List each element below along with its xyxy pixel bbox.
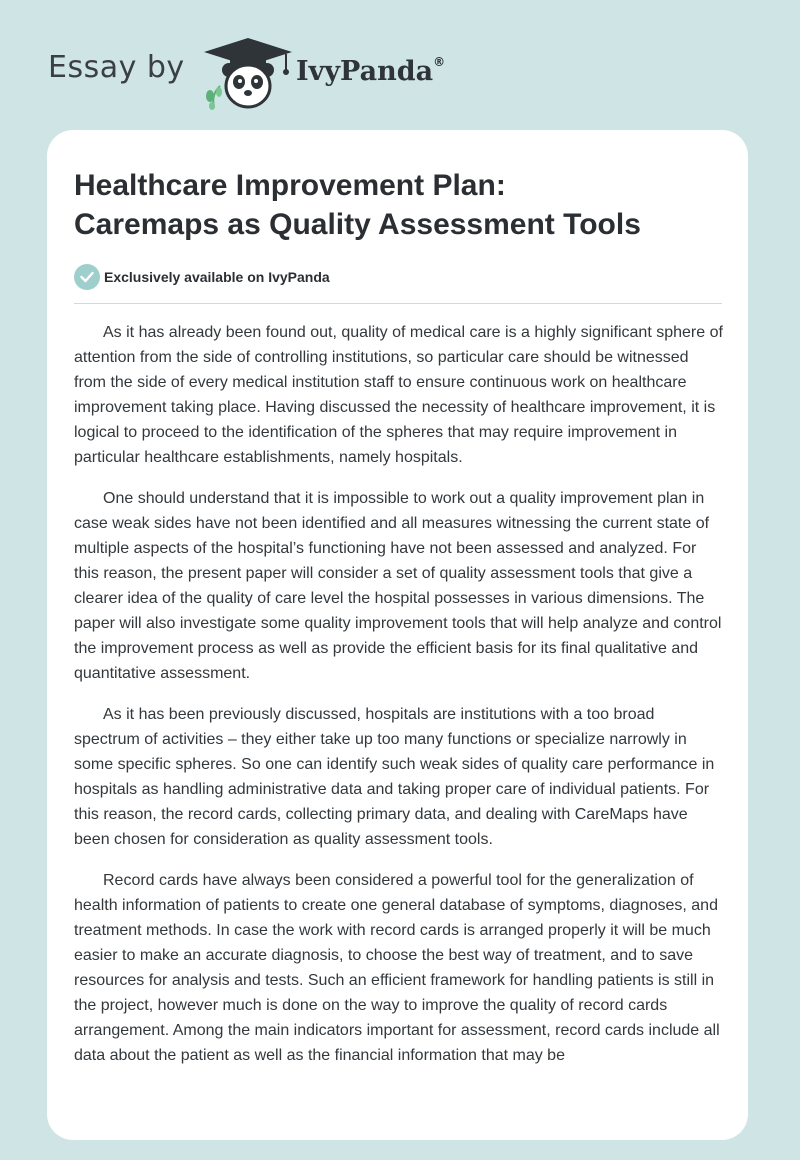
title-line-2: Caremaps as Quality Assessment Tools [74, 208, 641, 241]
panda-graduate-logo-icon[interactable] [200, 34, 296, 110]
brand-text: IvyPanda [296, 56, 434, 87]
divider [74, 303, 722, 304]
essay-card [47, 130, 748, 1140]
brand-name[interactable] [296, 55, 445, 87]
essay-body [74, 320, 724, 1084]
title-line-1: Healthcare Improvement Plan: [74, 169, 506, 202]
site-header [0, 0, 800, 128]
registered-mark: ® [433, 55, 446, 69]
paragraph-1: As it has already been found out, quality of medical care is a highly significant sphere of attention from the side of controlling institutions, so particular care should be witnessed from the side of every medical institution staff to ensure continuous work on healthcare improvement taking place. Having discussed the necessity of healthcare improvement, it is logical to proceed to the identification of the spheres that may require improvement in particular healthcare establishments, namely hospitals. [74, 324, 723, 466]
essay-by-label: Essay by [48, 50, 185, 85]
paragraph-4: Record cards have always been considered a powerful tool for the generalization of health information of patients to create one general database of symptoms, diagnoses, and treatment methods. In case the work with record cards is arranged properly it will be much easier to make an accurate diagnosis, to choose the best way of treatment, and to save resources for analysis and tests. Such an efficient framework for handling patients is still in the project, however much is done on the way to improve the quality of record cards arrangement. Among the main indicators important for assessment, record cards include all data about the patient as well as the financial information that may be [74, 872, 720, 1064]
essay-title [74, 166, 724, 244]
paragraph-3: As it has been previously discussed, hospitals are institutions with a too broad spectrum of activities – they either take up too many functions or specialize narrowly in some specific spheres. So one can identify such weak sides of quality care performance in hospitals as handling administrative data and taking proper care of individual patients. For this reason, the record cards, collecting primary data, and dealing with CareMaps have been chosen for consideration as quality assessment tools. [74, 706, 715, 848]
check-icon [74, 264, 100, 290]
exclusive-badge-label: Exclusively available on IvyPanda [104, 269, 330, 285]
paragraph-2: One should understand that it is impossible to work out a quality improvement plan in case weak sides have not been identified and all measures witnessing the current state of multiple aspects of the hospital’s functioning have not been assessed and analyzed. For this reason, the present paper will consider a set of quality assessment tools that give a clearer idea of the quality of care level the hospital possesses in various dimensions. The paper will also investigate some quality improvement tools that will help analyze and control the improvement process as well as provide the efficient basis for its final qualitative and quantitative assessment. [74, 490, 722, 682]
